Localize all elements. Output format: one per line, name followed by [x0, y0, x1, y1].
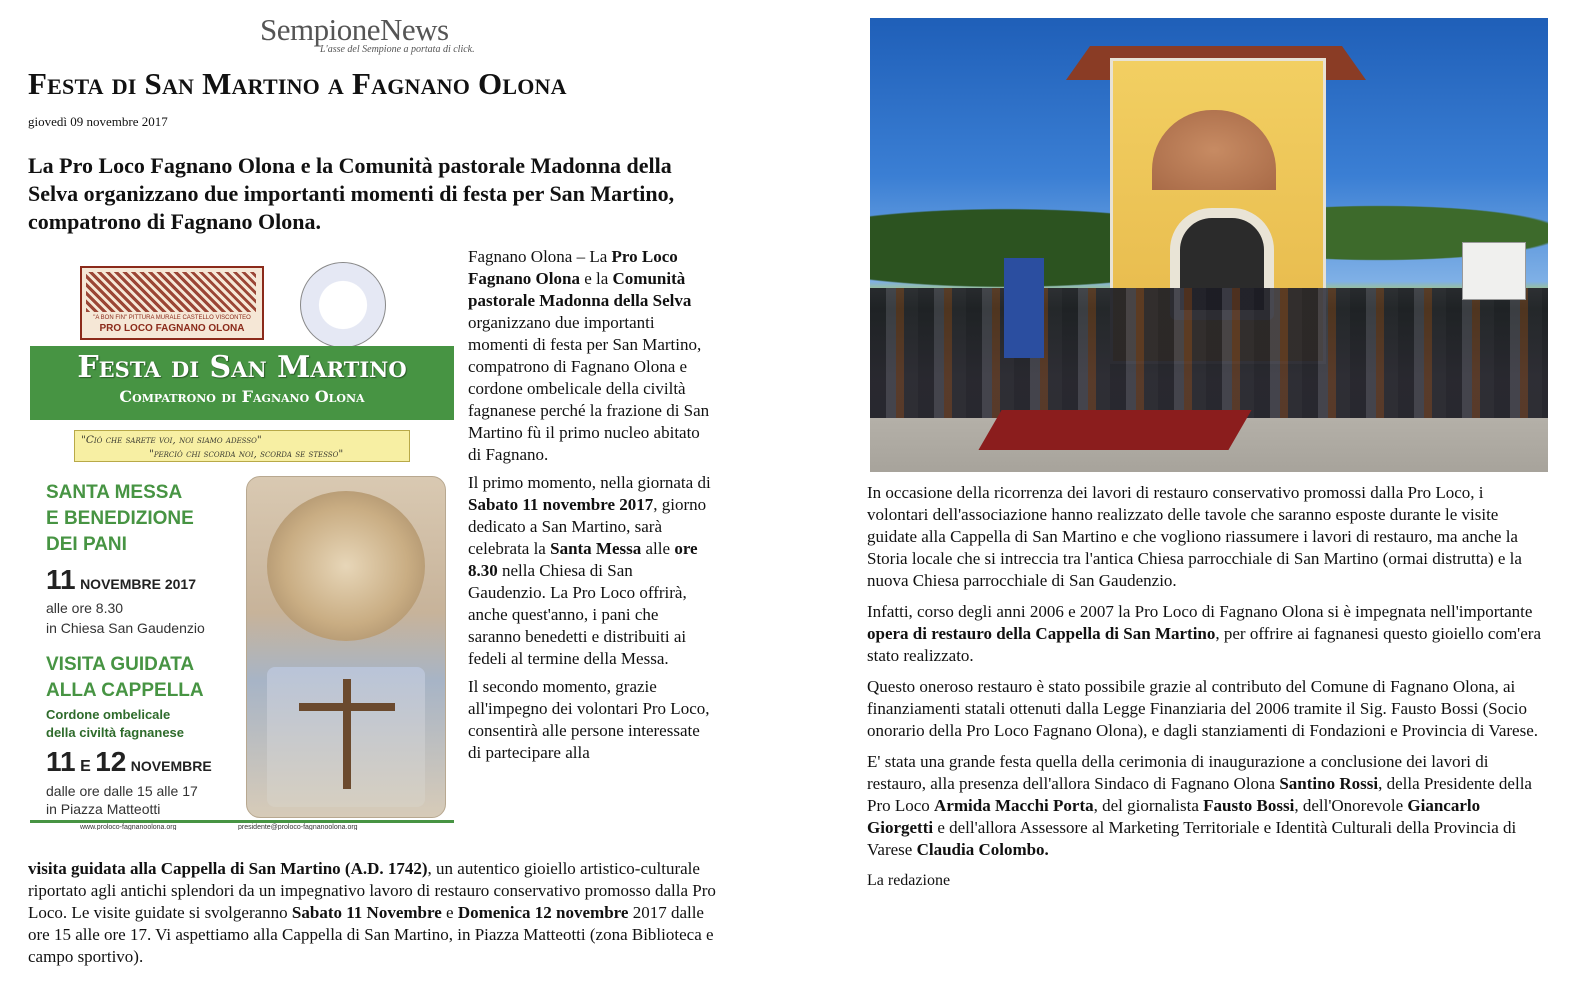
- bold-text: Comunità pastorale Madonna della Selva: [468, 269, 692, 310]
- event1-title: [46, 480, 194, 558]
- paragraph: Questo oneroso restauro è stato possibile grazie al contributo del Comune di Fagnano Olona, ai finanziamenti statali ottenuti dalla Legge Finanziaria del 2006 tramite il Sig. Fausto Bossi (Socio onorario della Pro Loco Fagnano Olona), e dagli stanziamenti di Fondazioni e Provincia di Varese.: [867, 677, 1539, 740]
- quote-line-2: "perciò chi scorda noi, scorda se stesso": [149, 448, 344, 460]
- event2-sub-line: Cordone ombelicale: [46, 707, 171, 722]
- parish-seal-icon: [300, 262, 386, 348]
- quote-line-1: "Ciò che sarete voi, noi siamo adesso": [81, 434, 262, 446]
- bold-text: Pro Loco Fagnano Olona: [468, 247, 678, 288]
- poster-banner: [30, 346, 454, 420]
- bold-text: ore 8.30: [468, 539, 698, 580]
- bold-text: Domenica 12 novembre: [457, 903, 629, 922]
- text: , giorno dedicato a San Martino, sarà celebrata la: [468, 495, 707, 558]
- event2-title: [46, 652, 204, 704]
- mural-art-icon: [86, 272, 256, 312]
- bold-text: Santino Rossi: [1279, 774, 1379, 793]
- text: Fagnano Olona – La: [468, 247, 612, 266]
- poster-subtitle: Compatrono di Fagnano Olona: [119, 387, 365, 406]
- text: , della Presidente della Pro Loco: [867, 774, 1532, 815]
- ceremony-photo: [870, 18, 1548, 472]
- text: 2017 dalle ore 15 alle ore 17. Vi aspettiamo alla Cappella di San Martino, in Piazza Matteotti (zona Biblioteca e campo sportivo).: [28, 903, 714, 966]
- event1-title-line: DEI PANI: [46, 534, 127, 555]
- article-continuation: [28, 858, 718, 968]
- text: nella Chiesa di San Gaudenzio. La Pro Loco offrirà, anche quest'anno, i pani che saranno benedetti e distribuiti ai fedeli al termine della Messa.: [468, 561, 687, 668]
- bold-text: visita guidata alla Cappella di San Martino (A.D. 1742): [28, 859, 428, 878]
- article-column-left: [468, 246, 712, 770]
- text: , dell'Onorevole: [1294, 796, 1408, 815]
- event2-day1: 11: [46, 746, 76, 777]
- event2-day2: 12: [95, 746, 127, 777]
- event1-time: alle ore 8.30: [46, 600, 124, 616]
- article-column-right: [867, 482, 1547, 901]
- text: e: [441, 903, 458, 922]
- event1-details: [46, 598, 205, 638]
- event1-date: [46, 564, 196, 596]
- text: e dell'allora Assessore al Marketing Territoriale e Identità Culturali della Provincia di Varese: [867, 818, 1517, 859]
- text: Infatti, corso degli anni 2006 e 2007 la Pro Loco di Fagnano Olona si è impegnata nell'importante: [867, 602, 1533, 621]
- paragraph: Il secondo momento, grazie all'impegno dei volontari Pro Loco, consentirà alle persone interessate di partecipare alla: [468, 677, 710, 762]
- text: organizzano due importanti momenti di festa per San Martino, compatrono di Fagnano Olona e cordone ombelicale della civiltà fagnanese perché la frazione di San Martino fù il primo nucleo abitato di Fagnano.: [468, 313, 710, 464]
- bold-text: Sabato 11 novembre 2017: [468, 495, 654, 514]
- banner-flag-icon: [1004, 258, 1044, 358]
- cross-bar-icon: [299, 703, 395, 711]
- event1-day: 11: [46, 564, 76, 595]
- text: alle: [641, 539, 675, 558]
- event2-details: [46, 782, 198, 818]
- event1-title-line: SANTA MESSA: [46, 482, 183, 503]
- text: Il primo momento, nella giornata di: [468, 473, 711, 492]
- event2-time: dalle ore dalle 15 alle 17: [46, 783, 198, 799]
- site-logo[interactable]: SempioneNews: [260, 12, 449, 47]
- poster-website: www.proloco-fagnanoolona.org: [80, 824, 177, 830]
- bold-text: Fausto Bossi: [1203, 796, 1295, 815]
- proloco-logo: [80, 266, 264, 340]
- event1-month: NOVEMBRE 2017: [80, 576, 196, 592]
- paragraph: [28, 858, 718, 968]
- event2-month: NOVEMBRE: [130, 758, 212, 774]
- bold-text: Santa Messa: [550, 539, 642, 558]
- masthead: [260, 14, 480, 55]
- carpet-icon: [978, 410, 1251, 450]
- restoration-sign-icon: [1462, 242, 1526, 300]
- text: , un autentico gioiello artistico-culturale riportato agli antichi splendori da un impegnativo lavoro di restauro conservativo promosso dalla Pro Loco. Le visite guidate si svolgeranno: [28, 859, 716, 922]
- poster-divider: [30, 820, 454, 823]
- event2-sub-line: della civiltà fagnanese: [46, 725, 185, 740]
- signature: La redazione: [867, 872, 951, 889]
- cross-icon: [343, 679, 351, 789]
- crowd-icon: [870, 288, 1548, 418]
- text: , del giornalista: [1093, 796, 1204, 815]
- site-tagline: L'asse del Sempione a portata di click.: [320, 44, 475, 55]
- bold-text: Claudia Colombo.: [916, 840, 1049, 859]
- poster-title: Festa di San Martino: [77, 350, 407, 385]
- bold-text: opera di restauro della Cappella di San Martino: [867, 624, 1216, 643]
- bold-text: Armida Macchi Porta: [934, 796, 1094, 815]
- poster-quote: [74, 430, 410, 462]
- event2-date: [46, 746, 212, 778]
- event2-title-line: VISITA GUIDATA: [46, 654, 195, 675]
- event2-place: in Piazza Matteotti: [46, 801, 161, 817]
- event2-and: E: [80, 758, 91, 775]
- event2-title-line: ALLA CAPPELLA: [46, 680, 204, 701]
- bold-text: Sabato 11 Novembre: [291, 903, 442, 922]
- text: E' stata una grande festa quella della cerimonia di inaugurazione a conclusione dei lavori di restauro, alla presenza dell'allora Sindaco di Fagnano Olona: [867, 752, 1489, 793]
- article-lead: La Pro Loco Fagnano Olona e la Comunità pastorale Madonna della Selva organizzano due importanti momenti di festa per San Martino, compatrono di Fagnano Olona.: [28, 153, 675, 234]
- event1-place: in Chiesa San Gaudenzio: [46, 620, 205, 636]
- paragraph: [867, 601, 1547, 667]
- logo-caption: "A BON FIN" PITTURA MURALE CASTELLO VISCONTEO: [93, 315, 251, 321]
- text: e la: [579, 269, 613, 288]
- event2-subtitle: [46, 706, 184, 742]
- fresco-image: [246, 476, 446, 818]
- text: , per offrire ai fagnanesi questo gioiello com'era stato realizzato.: [867, 624, 1541, 665]
- article-title: Festa di San Martino a Fagnano Olona: [28, 66, 567, 101]
- event-poster: [28, 254, 456, 830]
- poster-email: presidente@proloco-fagnanoolona.org: [238, 824, 358, 830]
- logo-name: PRO LOCO FAGNANO OLONA: [99, 323, 245, 334]
- paragraph: [867, 751, 1547, 861]
- saint-martin-fresco-icon: [267, 491, 425, 641]
- bold-text: Giancarlo Giorgetti: [867, 796, 1481, 837]
- paragraph: In occasione della ricorrenza dei lavori di restauro conservativo promossi dalla Pro Loco, i volontari dell'associazione hanno realizzato delle tavole che saranno esposte durante le visite guidate alla Cappella di San Martino e che vogliono riassumere i lavori di restauro, ma anche la Storia locale che si intreccia tra l'antica Chiesa parrocchiale di San Martino (ormai distrutta) e la nuova Chiesa parrocchiale di San Gaudenzio.: [867, 483, 1522, 590]
- paragraph: [468, 246, 712, 466]
- paragraph: [468, 472, 712, 670]
- article-date: giovedì 09 novembre 2017: [28, 114, 168, 129]
- event1-title-line: E BENEDIZIONE: [46, 508, 194, 529]
